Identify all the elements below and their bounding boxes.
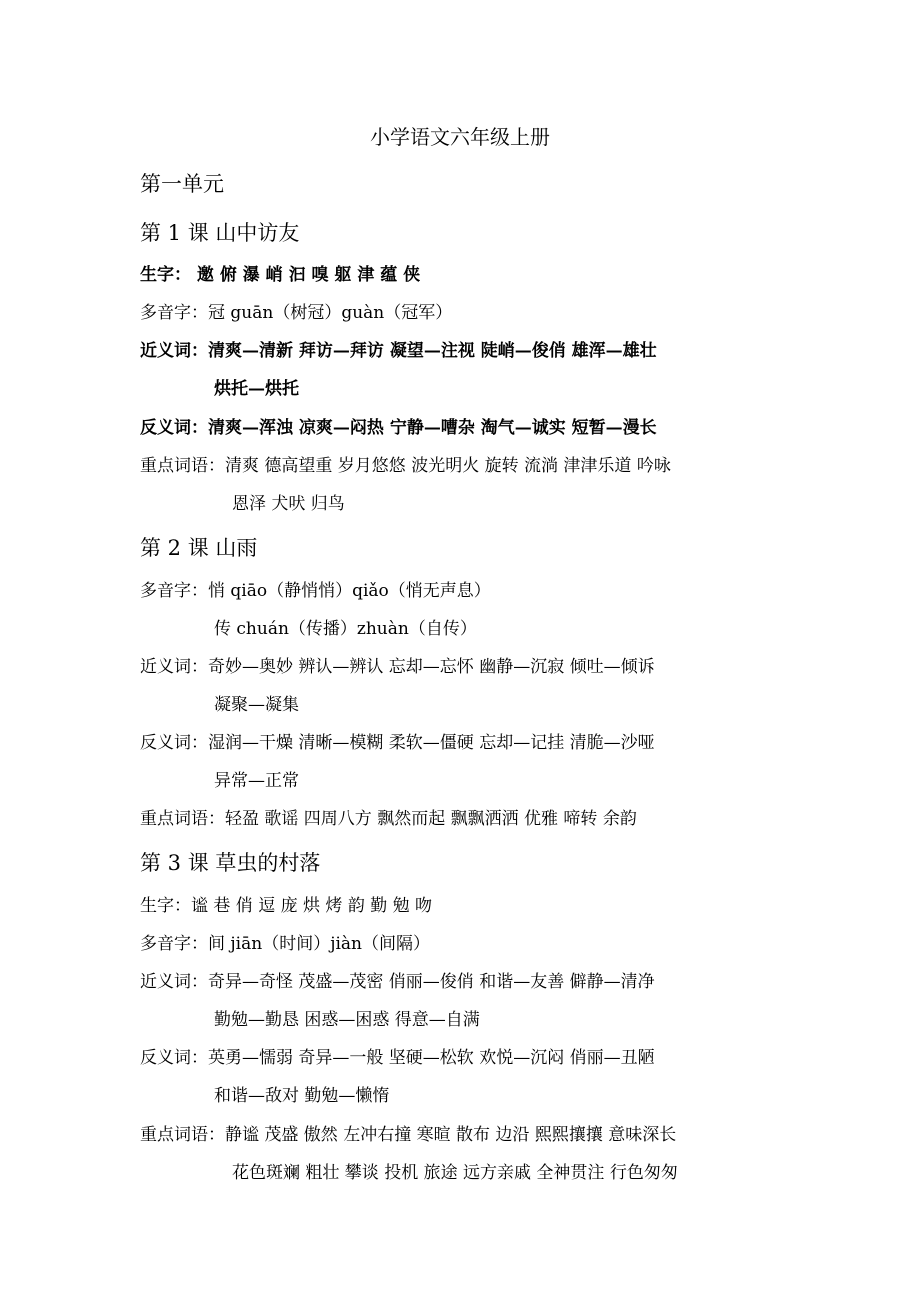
row-text: 奇异—奇怪 茂盛—茂密 俏丽—俊俏 和谐—友善 僻静—清净 [208,972,655,992]
row-text: 英勇—懦弱 奇异—一般 坚硬—松软 欢悦—沉闷 俏丽—丑陋 [208,1048,655,1068]
row-label: 多音字： [140,934,208,954]
row-text: 清爽—浑浊 凉爽—闷热 宁静—嘈杂 淘气—诚实 短暂—漫长 [208,418,657,438]
lesson-3-heading: 第 3 课 草虫的村落 [140,851,321,875]
lesson-3-synonyms [140,970,655,994]
row-label: 生字： [140,265,191,285]
lesson-3-polyphonic [140,932,430,956]
row-text: 湿润—干燥 清晰—模糊 柔软—僵硬 忘却—记挂 清脆—沙哑 [208,733,655,753]
unit-heading: 第一单元 [140,172,224,196]
lesson-1-antonyms [140,416,657,440]
lesson-2-heading: 第 2 课 山雨 [140,536,258,560]
lesson-2-synonyms-continued: 凝聚—凝集 [214,695,299,715]
lesson-2-key-words [140,807,637,831]
lesson-3-synonyms-continued: 勤勉—勤恳 困惑—困惑 得意—自满 [214,1010,480,1030]
lesson-1-polyphonic [140,301,452,325]
lesson-1-heading: 第 1 课 山中访友 [140,221,300,245]
lesson-2-polyphonic [140,579,491,603]
row-label: 重点词语： [140,456,225,476]
row-text: 奇妙—奥妙 辨认—辨认 忘却—忘怀 幽静—沉寂 倾吐—倾诉 [208,657,655,677]
lesson-3-antonyms-continued: 和谐—敌对 勤勉—懒惰 [214,1086,390,1106]
row-text: 邀 俯 瀑 峭 汩 嗅 躯 津 蕴 侠 [191,265,421,285]
row-label: 近义词： [140,972,208,992]
row-label: 反义词： [140,733,208,753]
lesson-3-antonyms [140,1046,655,1070]
row-label: 反义词： [140,418,208,438]
row-text: 清爽 德高望重 岁月悠悠 波光明火 旋转 流淌 津津乐道 吟咏 [225,456,671,476]
lesson-1-key-words-continued: 恩泽 犬吠 归鸟 [232,494,345,514]
lesson-3-key-words [140,1123,676,1147]
document-title: 小学语文六年级上册 [370,125,550,149]
row-text: 悄 qiāo（静悄悄）qiǎo（悄无声息） [208,581,491,601]
lesson-1-synonyms [140,339,657,363]
row-label: 重点词语： [140,809,225,829]
lesson-1-synonyms-continued: 烘托—烘托 [214,379,299,399]
row-label: 反义词： [140,1048,208,1068]
lesson-3-new-characters [140,894,432,918]
lesson-2-polyphonic-continued: 传 chuán（传播）zhuàn（自传） [214,619,477,639]
row-label: 多音字： [140,581,208,601]
row-label: 生字： [140,896,191,916]
row-label: 近义词： [140,657,208,677]
lesson-3-key-words-continued: 花色斑斓 粗壮 攀谈 投机 旅途 远方亲戚 全神贯注 行色匆匆 [232,1163,678,1183]
lesson-2-antonyms-continued: 异常—正常 [214,771,299,791]
row-text: 冠 guān（树冠）guàn（冠军） [208,303,453,323]
row-text: 轻盈 歌谣 四周八方 飘然而起 飘飘洒洒 优雅 啼转 余韵 [225,809,637,829]
lesson-1-new-characters [140,263,420,287]
row-label: 重点词语： [140,1125,225,1145]
row-text: 谧 巷 俏 逗 庞 烘 烤 韵 勤 勉 吻 [191,896,433,916]
row-text: 间 jiān（时间）jiàn（间隔） [208,934,430,954]
lesson-2-synonyms [140,655,655,679]
row-text: 清爽—清新 拜访—拜访 凝望—注视 陡峭—俊俏 雄浑—雄壮 [208,341,657,361]
lesson-2-antonyms [140,731,655,755]
row-text: 静谧 茂盛 傲然 左冲右撞 寒暄 散布 边沿 熙熙攘攘 意味深长 [225,1125,677,1145]
row-label: 多音字： [140,303,208,323]
row-label: 近义词： [140,341,208,361]
lesson-1-key-words [140,454,671,478]
